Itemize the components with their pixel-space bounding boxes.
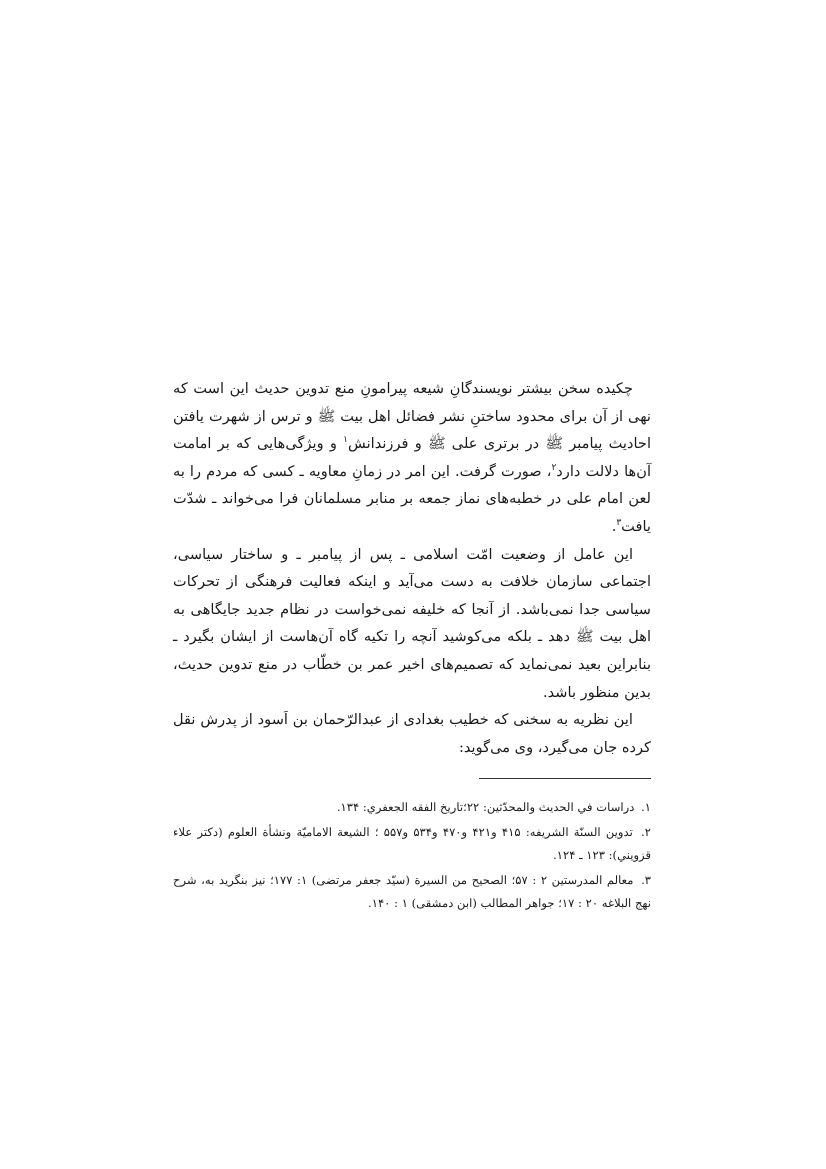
footnote-ref-1[interactable]: ۱: [343, 435, 348, 446]
paragraph-1-part-3: ، صورت گرفت. این امر در زمانِ معاویه ـ کسی که مردم را به لعن امام علی در خطبه‌های نماز جمعه بر منابر مسلمانان فرا می‌خواند ـ شدّت یافت: [173, 462, 651, 535]
footnotes: [173, 796, 651, 917]
paragraph-3: این نظریه به سخنی که خطیب بغدادی از عبدالرّحمان بن اَسود از پدرش نقل کرده جان می‌گیرد، وی می‌گوید:: [173, 711, 651, 756]
footnote-text: دراسات في الحديث والمحدّثين: ۲۲؛تاريخ الفقه الجعفري: ۱۳۴.: [336, 800, 635, 814]
main-text: [173, 375, 651, 761]
paragraph-1-end: .: [611, 517, 617, 535]
footnote-ref-2[interactable]: ۲: [551, 462, 557, 473]
footnote-text: تدوين السنّة الشريفه: ۴۱۵ و۴۲۱ و۴۷۰ و۵۳۴ و۵۵۷ ؛ الشيعة الاماميّة ونشأة العلوم (دكتر علاء قزويني): ۱۲۳ ـ ۱۲۴.: [173, 824, 651, 862]
footnote-1: [173, 796, 651, 820]
paragraph-1-part-2: و ویژگی‌هایی که بر امامت آن‌ها دلالت دارد: [173, 435, 651, 480]
paragraph-1-part-1: چکیده سخن بیشتر نویسندگانِ شیعه پیرامونِ منع تدوین حدیث این است که نهی از آن برای محدود ساختنِ نشر فضائل اهل بیت ﷺ و ترس از شهرت یافتن احادیث پیامبر ﷺ در برتری علی ﷺ و فرزندانش: [173, 380, 652, 453]
paragraph-1: [173, 375, 651, 541]
footnote-number: ۲.: [641, 824, 651, 839]
footnote-number: ۳.: [641, 872, 651, 887]
footnote-3: [173, 869, 651, 916]
footnote-separator: [479, 778, 651, 779]
footnote-2: [173, 821, 651, 868]
footnote-ref-3[interactable]: ۳: [616, 518, 622, 529]
footnote-text: معالم المدرستين ۲ : ۵۷؛ الصحيح من السيرة (سيّد جعفر مرتضى) ۱: ۱۷۷؛ نيز بنگريد به، شرح نهج البلاغه ۲۰ : ۱۷؛ جواهر المطالب (ابن دمشقى) ۱ : ۱۴۰.: [173, 872, 651, 910]
paragraph-2: این عامل از وضعیت امّت اسلامی ـ پس از پیامبر ـ و ساختار سیاسی، اجتماعی سازمان خلافت به دست می‌آید و اینکه فعالیت فرهنگی از تحرکات سیاسی جدا نمی‌باشد. از آنجا که خلیفه نمی‌خواست در نظام جدید جایگاهی به اهل بیت ﷺ دهد ـ بلکه می‌کوشید آنچه را تکیه گاه آن‌هاست از ایشان بگیرد ـ بنابراین بعید نمی‌نماید که تصمیم‌های اخیر عمر بن خطّاب در منع تدوین حدیث، بدین منظور باشد.: [173, 545, 651, 701]
footnote-number: ۱.: [641, 800, 651, 814]
